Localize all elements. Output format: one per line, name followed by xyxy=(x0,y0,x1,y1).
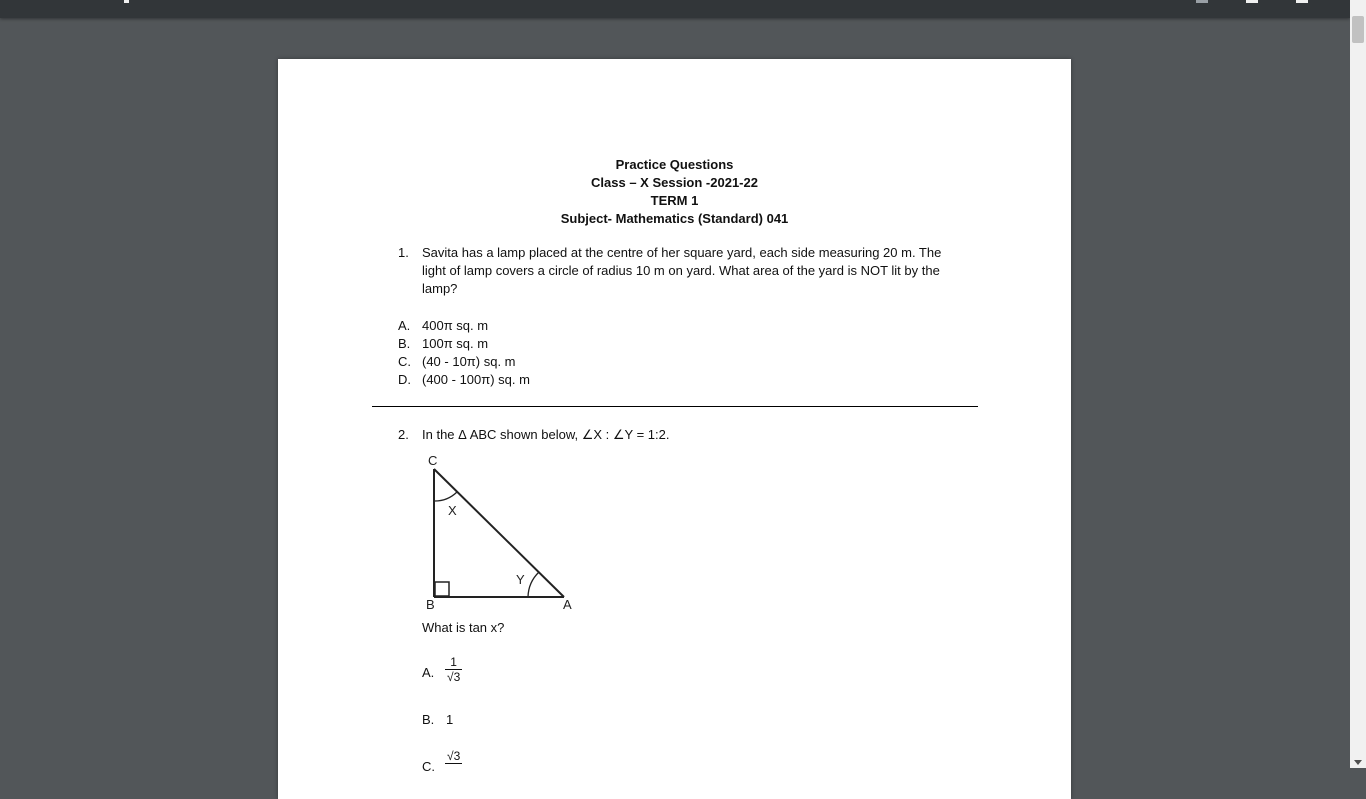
document-header xyxy=(278,156,1071,228)
option-letter: C. xyxy=(398,354,411,369)
triangle-figure xyxy=(418,449,588,609)
question-number: 2. xyxy=(398,427,409,442)
option-letter: C. xyxy=(422,759,435,774)
question-text: In the Δ ABC shown below, ∠X : ∠Y = 1:2. xyxy=(422,427,670,442)
question-text: Savita has a lamp placed at the centre of her square yard, each side measuring 20 m. The light of lamp covers a circle of radius 10 m on yard. What area of the yard is NOT lit by the lamp? xyxy=(422,245,942,296)
option-letter: D. xyxy=(398,372,411,387)
fraction-denominator: √3 xyxy=(447,670,461,684)
option-letter: A. xyxy=(422,665,435,680)
vertex-label-b: B xyxy=(426,597,435,609)
option-letter: B. xyxy=(398,336,411,351)
scrollbar-thumb[interactable] xyxy=(1352,16,1364,43)
fraction-numerator: 1 xyxy=(445,655,462,670)
option-letter: A. xyxy=(398,318,411,333)
angle-label-y: Y xyxy=(516,572,525,587)
toolbar-title-fragment xyxy=(124,0,129,3)
section-divider xyxy=(372,406,978,407)
vertex-label-c: C xyxy=(428,453,438,468)
header-term: TERM 1 xyxy=(650,193,699,208)
angle-x-arc xyxy=(434,492,457,501)
download-icon[interactable] xyxy=(1246,0,1258,3)
viewer-toolbar xyxy=(0,0,1350,18)
option-value: 400π sq. m xyxy=(422,318,489,333)
option-value: 100π sq. m xyxy=(422,336,489,351)
angle-label-x: X xyxy=(448,503,457,518)
print-icon[interactable] xyxy=(1296,0,1308,3)
header-title: Practice Questions xyxy=(615,157,734,172)
fraction-numerator: √3 xyxy=(447,749,461,763)
option-value: (40 - 10π) sq. m xyxy=(422,354,516,369)
angle-y-arc xyxy=(528,572,539,597)
option-value: 1 xyxy=(446,712,454,727)
vertex-label-a: A xyxy=(563,597,572,609)
vertical-scrollbar[interactable] xyxy=(1350,0,1366,768)
subquestion-text: What is tan x? xyxy=(422,620,505,635)
option-letter: B. xyxy=(422,712,435,727)
header-subject: Subject- Mathematics (Standard) 041 xyxy=(560,211,789,226)
rotate-icon[interactable] xyxy=(1196,0,1208,3)
scroll-down-arrow-icon[interactable] xyxy=(1354,760,1362,765)
right-angle-marker xyxy=(435,582,449,596)
option-value: (400 - 100π) sq. m xyxy=(422,372,530,387)
pdf-page xyxy=(278,59,1071,799)
header-class-session: Class – X Session -2021-22 xyxy=(591,175,758,190)
fraction xyxy=(445,655,462,684)
question-number: 1. xyxy=(398,245,409,260)
side-ca xyxy=(434,469,564,597)
fraction xyxy=(445,749,462,764)
